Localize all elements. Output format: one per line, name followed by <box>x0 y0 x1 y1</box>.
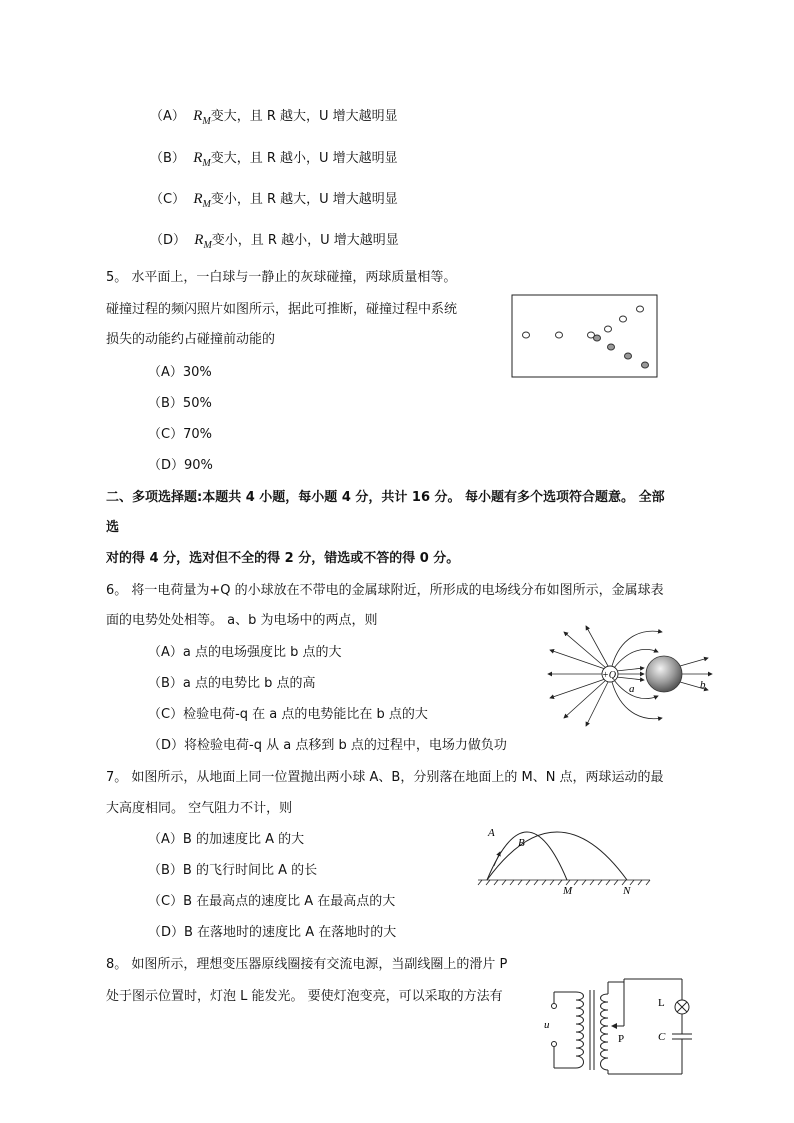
electric-field-figure <box>540 622 715 732</box>
launch-arrow-a <box>494 852 500 866</box>
q5-stem-line1: 5。 水平面上，一白球与一静止的灰球碰撞，两球质量相等。 <box>106 270 457 285</box>
point-a-label: a <box>629 683 635 695</box>
rm-symbol: $R_M$ <box>193 191 211 210</box>
lamp-label: L <box>658 997 665 1009</box>
section2-heading-line3: 对的得 4 分，选对但不全的得 2 分，错选或不答的得 0 分。 <box>106 551 460 566</box>
metal-sphere <box>646 656 682 692</box>
q5-option-a: （A）30% <box>148 365 212 380</box>
q4-option-d: （D） $R_M$变小，且 R 越小，U 增大越明显 <box>150 232 399 251</box>
white-ball <box>556 332 563 338</box>
q4-option-b: （B） $R_M$变大，且 R 越小，U 增大越明显 <box>150 150 398 169</box>
gray-ball <box>625 353 632 359</box>
section2-heading-line1: 二、多项选择题:本题共 4 小题，每小题 4 分，共计 16 分。 每小题有多个选项符合题意。 全部 <box>106 490 665 505</box>
q6-option-d: （D）将检验电荷-q 从 a 点移到 b 点的过程中，电场力做负功 <box>148 738 507 753</box>
section2-heading-line2: 选 <box>106 520 120 535</box>
field-lines <box>548 626 712 726</box>
source-label: u <box>544 1019 550 1031</box>
q6-option-a: （A）a 点的电场强度比 b 点的大 <box>148 645 342 660</box>
q4-option-a: （A） $R_M$变大，且 R 越大，U 增大越明显 <box>150 108 398 127</box>
q5-option-c: （C）70% <box>148 427 212 442</box>
q7-stem-line2: 大高度相同。 空气阻力不计，则 <box>106 801 293 816</box>
transformer-figure <box>540 976 710 1080</box>
q5-stem-line2: 碰撞过程的频闪照片如图所示，据此可推断，碰撞过程中系统 <box>106 302 458 317</box>
point-b-label: b <box>700 679 706 691</box>
white-ball <box>605 326 612 332</box>
capacitor-label: C <box>658 1031 666 1043</box>
q7-option-c: （C）B 在最高点的速度比 A 在最高点的大 <box>148 894 396 909</box>
q4-option-c: （C） $R_M$变小，且 R 越大，U 增大越明显 <box>150 191 398 210</box>
trajectory-a <box>487 832 567 880</box>
collision-photo-figure <box>510 293 660 379</box>
rm-symbol: $R_M$ <box>193 150 211 169</box>
gray-ball <box>642 362 649 368</box>
white-ball <box>620 316 627 322</box>
label-n: N <box>623 885 631 897</box>
trajectory-b <box>487 832 627 880</box>
q5-stem-line3: 损失的动能约占碰撞前动能的 <box>106 332 276 347</box>
q8-stem-line2: 处于图示位置时，灯泡 L 能发光。 要使灯泡变亮，可以采取的方法有 <box>106 989 503 1004</box>
q7-option-d: （D）B 在落地时的速度比 A 在落地时的大 <box>148 925 397 940</box>
gray-ball <box>594 335 601 341</box>
q6-stem-line2: 面的电势处处相等。 a、b 为电场中的两点，则 <box>106 613 378 628</box>
q5-option-d: （D）90% <box>148 458 213 473</box>
q7-stem-line1: 7。 如图所示，从地面上同一位置抛出两小球 A、B，分别落在地面上的 M、N 点，两球运动的最 <box>106 770 664 785</box>
charge-label: +Q <box>602 670 616 681</box>
label-a: A <box>488 827 495 839</box>
q6-option-c: （C）检验电荷-q 在 a 点的电势能比在 b 点的大 <box>148 707 428 722</box>
q6-option-b: （B）a 点的电势比 b 点的高 <box>148 676 316 691</box>
q7-option-a: （A）B 的加速度比 A 的大 <box>148 832 305 847</box>
rm-symbol: $R_M$ <box>194 232 212 251</box>
white-ball <box>523 332 530 338</box>
q7-option-b: （B）B 的飞行时间比 A 的长 <box>148 863 318 878</box>
q6-stem-line1: 6。 将一电荷量为+Q 的小球放在不带电的金属球附近，所形成的电场线分布如图所示，金属球表 <box>106 583 664 598</box>
q8-stem-line1: 8。 如图所示，理想变压器原线圈接有交流电源，当副线圈上的滑片 P <box>106 957 508 972</box>
rm-symbol: $R_M$ <box>193 108 211 127</box>
label-b: B <box>518 837 525 849</box>
gray-ball <box>608 344 615 350</box>
q5-option-b: （B）50% <box>148 396 212 411</box>
projectile-figure <box>470 808 655 898</box>
white-ball <box>637 306 644 312</box>
slider-label: P <box>618 1033 625 1045</box>
label-m: M <box>563 885 573 897</box>
